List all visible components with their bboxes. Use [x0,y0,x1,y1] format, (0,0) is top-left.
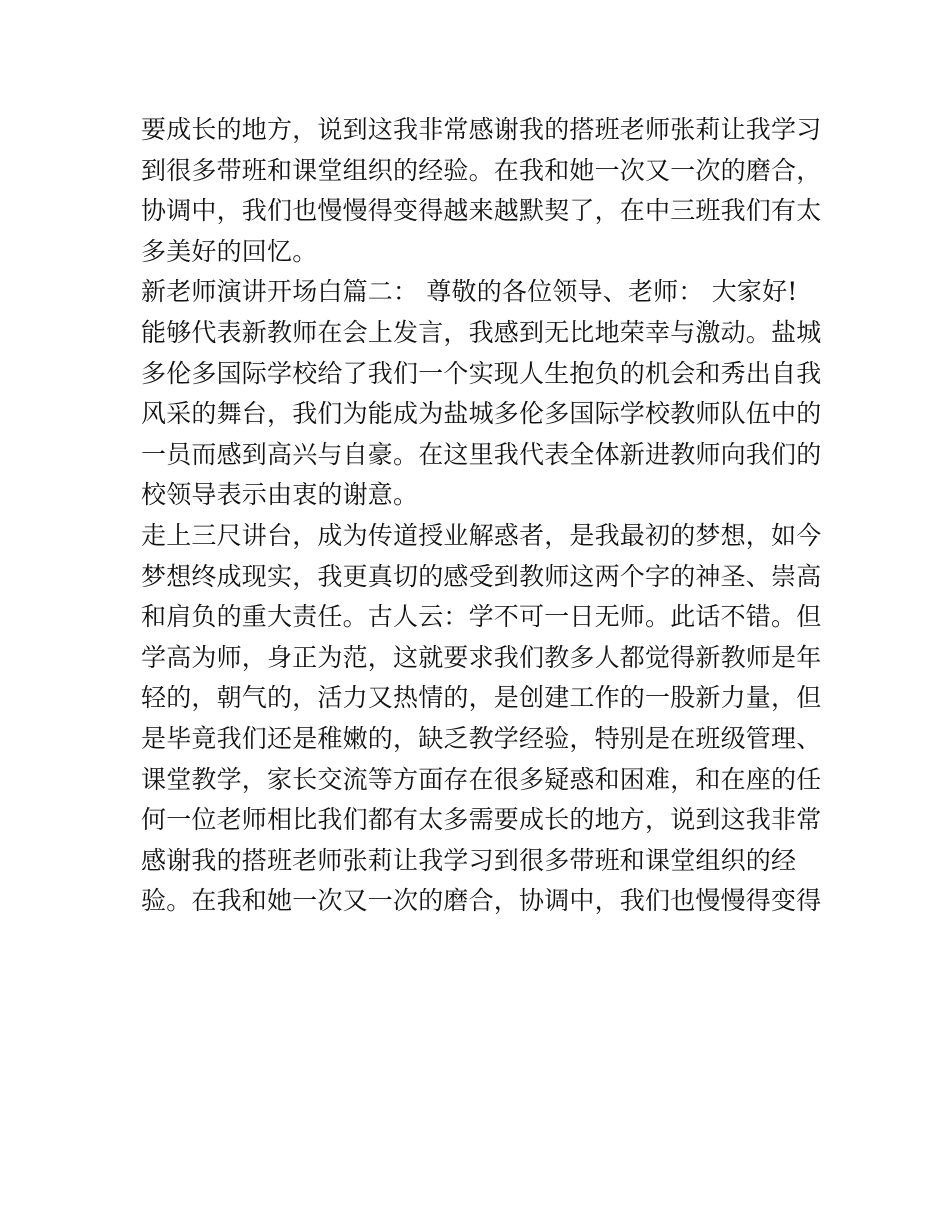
text-line: 协调中，我们也慢慢得变得越来越默契了，在中三班我们有太 [141,196,822,226]
text-line: 感谢我的搭班老师张莉让我学习到很多带班和课堂组织的经 [141,845,797,875]
section-heading-line: 新老师演讲开场白篇二： 尊敬的各位领导、老师： 大家好! [141,277,798,307]
text-line: 和肩负的重大责任。古人云：学不可一日无师。此话不错。但 [141,602,822,632]
text-line: 到很多带班和课堂组织的经验。在我和她一次又一次的磨合， [141,155,822,185]
text-line: 走上三尺讲台，成为传道授业解惑者，是我最初的梦想，如今 [141,520,822,550]
text-line: 学高为师，身正为范，这就要求我们教多人都觉得新教师是年 [141,642,822,672]
text-line: 课堂教学，家长交流等方面存在很多疑惑和困难，和在座的任 [141,764,822,794]
text-line: 风采的舞台，我们为能成为盐城多伦多国际学校教师队伍中的 [141,399,822,429]
text-line: 是毕竟我们还是稚嫩的，缺乏教学经验，特别是在班级管理、 [141,723,822,753]
text-line: 梦想终成现实，我更真切的感受到教师这两个字的神圣、崇高 [141,561,822,591]
text-line: 多美好的回忆。 [141,236,318,266]
text-line: 多伦多国际学校给了我们一个实现人生抱负的机会和秀出自我 [141,358,822,388]
document-body [141,110,822,922]
text-line: 能够代表新教师在会上发言，我感到无比地荣幸与激动。盐城 [141,317,822,347]
text-line: 轻的，朝气的，活力又热情的，是创建工作的一股新力量，但 [141,683,822,713]
text-line: 何一位老师相比我们都有太多需要成长的地方，说到这我非常 [141,805,822,835]
text-line: 校领导表示由衷的谢意。 [141,480,419,510]
text-line: 要成长的地方，说到这我非常感谢我的搭班老师张莉让我学习 [141,115,822,144]
text-line: 验。在我和她一次又一次的磨合，协调中，我们也慢慢得变得 [141,886,822,916]
text-line: 一员而感到高兴与自豪。在这里我代表全体新进教师向我们的 [141,439,822,469]
